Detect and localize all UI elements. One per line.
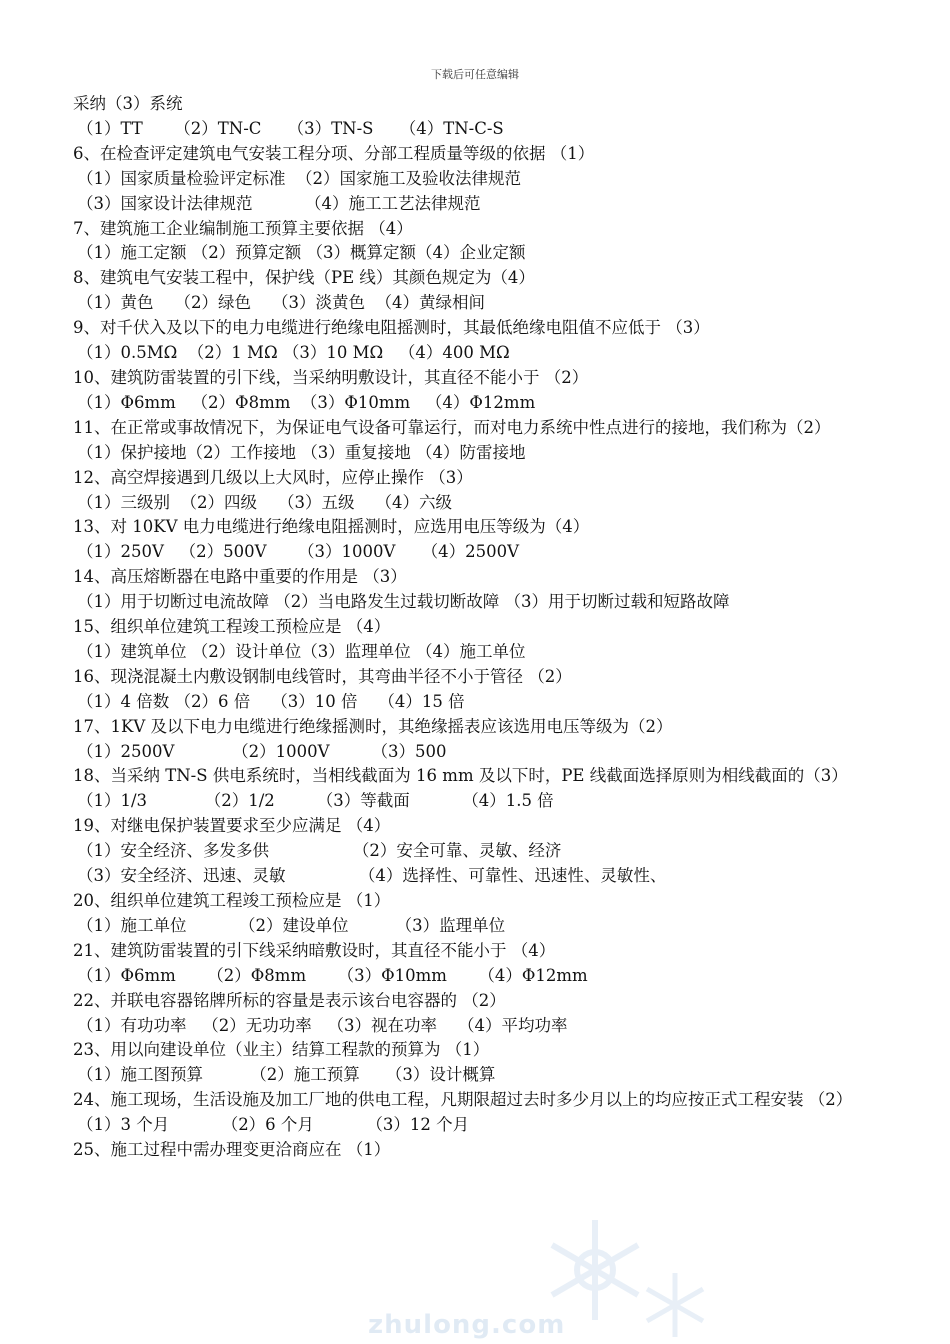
question-line: 7、建筑施工企业编制施工预算主要依据 （4） (73, 218, 413, 238)
answer-options: （1）三级别 （2）四级 （3）五级 （4）六级 (77, 492, 452, 512)
question-line: 15、组织单位建筑工程竣工预检应是 （4） (73, 617, 391, 637)
watermark-text: zhulong.com (368, 1310, 566, 1340)
question-line: 19、对继电保护装置要求至少应满足 （4） (73, 816, 391, 836)
question-line: 8、建筑电气安装工程中，保护线（PE 线）其颜色规定为（4） (73, 268, 535, 288)
question-line: 6、在检查评定建筑电气安装工程分项、分部工程质量等级的依据 （1） (73, 143, 595, 163)
answer-options: （1）250V （2）500V （3）1000V （4）2500V (77, 542, 520, 562)
answer-options: （1）施工定额 （2）预算定额 （3）概算定额（4）企业定额 (77, 243, 526, 263)
question-line: 采纳（3）系统 (73, 94, 183, 113)
answer-options: （1）Φ6mm （2）Φ8mm （3）Φ10mm （4）Φ12mm (77, 392, 536, 412)
question-line: 23、用以向建设单位（业主）结算工程款的预算为 （1） (73, 1040, 490, 1060)
question-line: 14、高压熔断器在电路中重要的作用是 （3） (73, 567, 407, 587)
answer-options: （3）国家设计法律规范 （4）施工工艺法律规范 (77, 193, 481, 213)
answer-options: （1）保护接地（2）工作接地 （3）重复接地 （4）防雷接地 (77, 442, 526, 462)
question-line: 24、施工现场，生活设施及加工厂地的供电工程，凡期限超过去时多少月以上的均应按正式工程安装 （2） (73, 1090, 853, 1110)
answer-options: （1）1/3 （2）1/2 （3）等截面 （4）1.5 倍 (77, 791, 554, 811)
answer-options: （1）2500V （2）1000V （3）500 (77, 741, 447, 761)
question-line: 22、并联电容器铭牌所标的容量是表示该台电容器的 （2） (73, 990, 506, 1010)
question-line: 21、建筑防雷装置的引下线采纳暗敷设时，其直径不能小于 （4） (73, 940, 556, 960)
question-line: 11、在正常或事故情况下，为保证电气设备可靠运行，而对电力系统中性点进行的接地，我们称为（2） (73, 417, 831, 437)
answer-options: （1）4 倍数 （2）6 倍 （3）10 倍 （4）15 倍 (77, 691, 465, 711)
question-line: 25、施工过程中需办理变更洽商应在 （1） (73, 1140, 391, 1160)
answer-options: （1）施工图预算 （2）施工预算 （3）设计概算 (77, 1065, 496, 1085)
answer-options: （1）国家质量检验评定标准 （2）国家施工及验收法律规范 (77, 168, 521, 188)
question-line: 9、对千伏入及以下的电力电缆进行绝缘电阻摇测时，其最低绝缘电阻值不应低于 （3） (73, 318, 710, 338)
answer-options: （3）安全经济、迅速、灵敏 （4）选择性、可靠性、迅速性、灵敏性、 (77, 866, 667, 886)
question-line: 13、对 10KV 电力电缆进行绝缘电阻摇测时，应选用电压等级为（4） (73, 517, 590, 537)
answer-options: （1）用于切断过电流故障 （2）当电路发生过载切断故障 （3）用于切断过载和短路故障 (77, 592, 730, 612)
answer-options: （1）施工单位 （2）建设单位 （3）监理单位 (77, 915, 506, 935)
answer-options: （1）黄色 （2）绿色 （3）淡黄色 （4）黄绿相间 (77, 293, 485, 313)
watermark-snowflake-small-icon (640, 1270, 710, 1340)
answer-options: （1）3 个月 （2）6 个月 （3）12 个月 (77, 1115, 470, 1135)
answer-options: （1）安全经济、多发多供 （2）安全可靠、灵敏、经济 (77, 841, 562, 861)
answer-options: （1）建筑单位 （2）设计单位（3）监理单位 （4）施工单位 (77, 641, 526, 661)
page-header: 下载后可任意编辑 (431, 68, 519, 81)
answer-options: （1）0.5MΩ （2）1 MΩ （3）10 MΩ （4）400 MΩ (77, 343, 510, 363)
question-line: 20、组织单位建筑工程竣工预检应是 （1） (73, 891, 391, 910)
answer-options: （1）TT （2）TN-C （3）TN-S （4）TN-C-S (77, 118, 504, 138)
question-line: 18、当采纳 TN-S 供电系统时，当相线截面为 16 mm 及以下时，PE 线截面选择原则为相线截面的（3） (73, 766, 848, 786)
question-line: 16、现浇混凝土内敷设钢制电线管时，其弯曲半径不小于管径 （2） (73, 666, 572, 686)
answer-options: （1）有功功率 （2）无功功率 （3）视在功率 （4）平均功率 (77, 1015, 568, 1035)
watermark-snowflake-icon (540, 1215, 650, 1325)
question-line: 10、建筑防雷装置的引下线，当采纳明敷设计，其直径不能小于 （2） (73, 367, 589, 387)
document-body (73, 92, 879, 1163)
question-line: 17、1KV 及以下电力电缆进行绝缘摇测时，其绝缘摇表应该选用电压等级为（2） (73, 716, 673, 736)
answer-options: （1）Φ6mm （2）Φ8mm （3）Φ10mm （4）Φ12mm (77, 965, 588, 985)
question-line: 12、高空焊接遇到几级以上大风时，应停止操作 （3） (73, 467, 473, 487)
